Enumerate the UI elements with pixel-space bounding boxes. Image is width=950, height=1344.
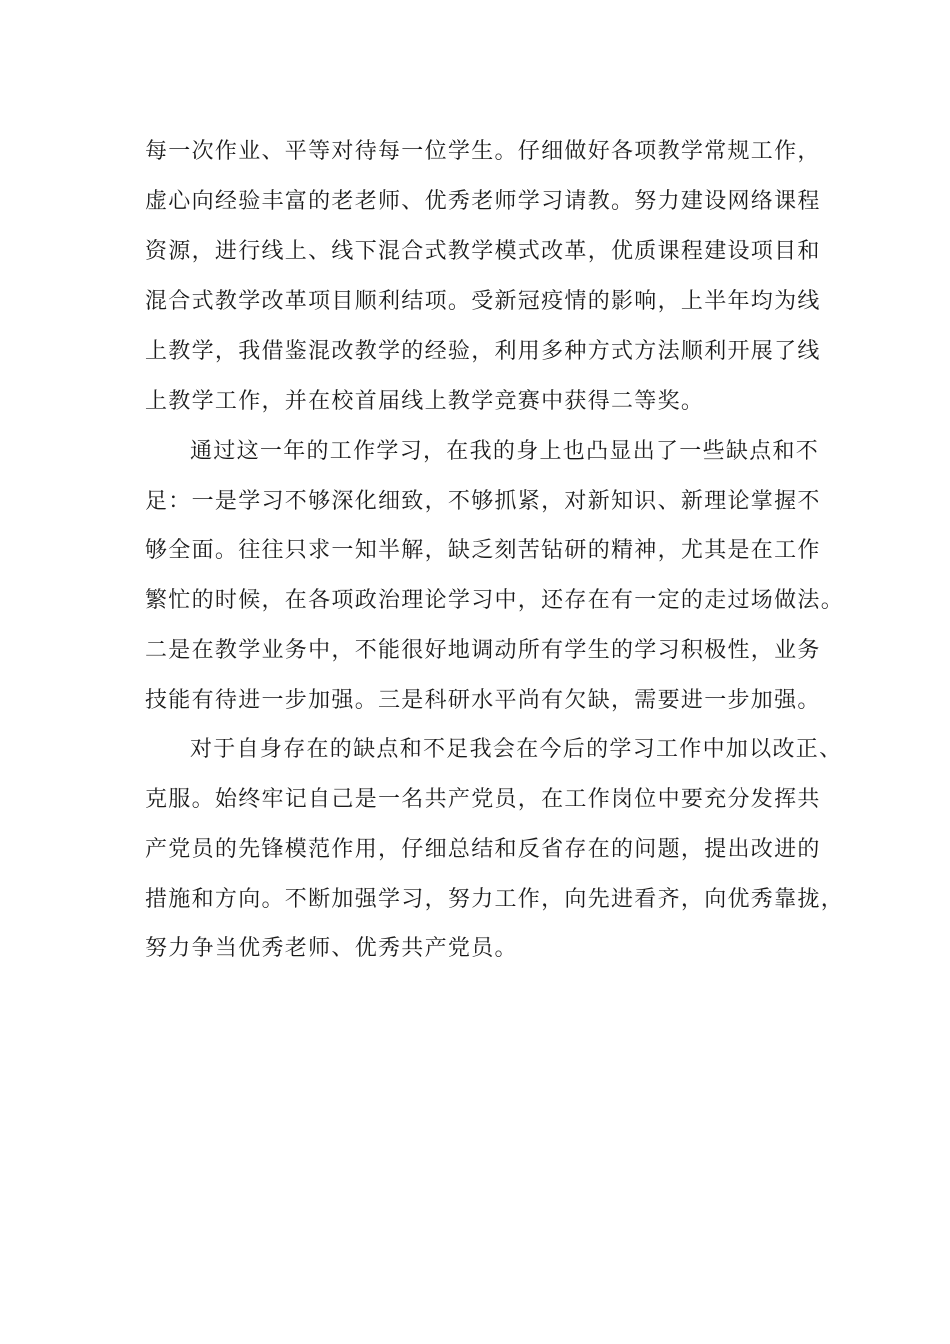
text-line: 措施和方向。不断加强学习，努力工作，向先进看齐，向优秀靠拢， xyxy=(145,887,845,912)
text-line: 够全面。往往只求一知半解，缺乏刻苦钻研的精神，尤其是在工作 xyxy=(145,538,821,563)
text-line: 克服。始终牢记自己是一名共产党员，在工作岗位中要充分发挥共 xyxy=(145,787,821,812)
text-line: 足：一是学习不够深化细致，不够抓紧，对新知识、新理论掌握不 xyxy=(145,489,821,514)
paragraph-first-line: 对于自身存在的缺点和不足我会在今后的学习工作中加以改正、 xyxy=(190,737,843,762)
text-line: 资源，进行线上、线下混合式教学模式改革，优质课程建设项目和 xyxy=(145,239,821,264)
text-line: 二是在教学业务中，不能很好地调动所有学生的学习积极性，业务 xyxy=(145,638,821,663)
text-line: 产党员的先锋模范作用，仔细总结和反省存在的问题，提出改进的 xyxy=(145,837,821,862)
text-line: 上教学，我借鉴混改教学的经验，利用多种方式方法顺利开展了线 xyxy=(145,339,821,364)
text-line: 混合式教学改革项目顺利结项。受新冠疫情的影响，上半年均为线 xyxy=(145,289,821,314)
text-line: 虚心向经验丰富的老老师、优秀老师学习请教。努力建设网络课程 xyxy=(145,189,821,214)
text-line: 上教学工作，并在校首届线上教学竞赛中获得二等奖。 xyxy=(145,389,705,414)
text-line: 技能有待进一步加强。三是科研水平尚有欠缺，需要进一步加强。 xyxy=(145,688,821,713)
text-line: 繁忙的时候，在各项政治理论学习中，还存在有一定的走过场做法。 xyxy=(145,588,845,613)
text-line: 每一次作业、平等对待每一位学生。仔细做好各项教学常规工作， xyxy=(145,139,821,164)
paragraph-first-line: 通过这一年的工作学习，在我的身上也凸显出了一些缺点和不 xyxy=(190,439,820,464)
text-line: 努力争当优秀老师、优秀共产党员。 xyxy=(145,936,518,961)
